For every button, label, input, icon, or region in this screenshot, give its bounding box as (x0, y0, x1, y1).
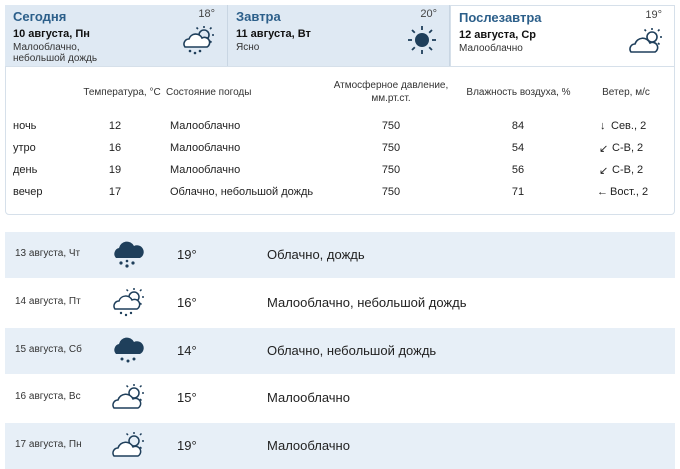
forecast-temp: 15° (177, 390, 197, 405)
forecast-desc: Малооблачно (267, 438, 350, 453)
wind-arrow-icon: ↓ (600, 120, 606, 132)
row-state: Малооблачно (170, 164, 241, 176)
header-temperature: Температура, °С (83, 87, 161, 98)
row-period: день (13, 164, 38, 176)
forecast-desc: Малооблачно (267, 390, 350, 405)
row-state: Облачно, небольшой дождь (170, 186, 314, 198)
forecast-date: 16 августа, Вс (15, 391, 81, 402)
forecast-row[interactable] (5, 328, 675, 374)
sun-cloud-rain-icon (179, 23, 219, 57)
tab-name: Сегодня (13, 9, 67, 24)
forecast-desc: Облачно, небольшой дождь (267, 343, 437, 358)
forecast-temp: 14° (177, 343, 197, 358)
forecast-desc: Облачно, дождь (267, 247, 365, 262)
sun-icon (405, 23, 439, 57)
sun-cloud-rain-icon (109, 284, 149, 320)
row-state: Малооблачно (170, 142, 241, 154)
tab-desc: Ясно (236, 42, 260, 53)
day-tabs (5, 5, 675, 67)
forecast-row[interactable] (5, 232, 675, 278)
row-wind: С-В, 2 (612, 142, 644, 154)
forecast-row[interactable] (5, 423, 675, 469)
tab-temp: 20° (420, 8, 437, 20)
row-pressure: 750 (381, 186, 401, 198)
row-period: ночь (13, 120, 37, 132)
tab-temp: 18° (198, 8, 215, 20)
forecast-date: 13 августа, Чт (15, 248, 81, 259)
row-temp: 16 (108, 142, 122, 154)
row-temp: 19 (108, 164, 122, 176)
forecast-date: 14 августа, Пт (15, 296, 81, 307)
forecast-desc: Малооблачно, небольшой дождь (267, 295, 467, 310)
row-period: утро (13, 142, 36, 154)
sun-cloud-icon (626, 24, 666, 58)
tab-temp: 19° (645, 9, 662, 21)
wind-arrow-icon: ↙ (599, 165, 609, 177)
tab-tomorrow[interactable] (228, 5, 450, 67)
day-detail-table (5, 66, 675, 215)
header-wind: Ветер, м/с (602, 87, 650, 98)
wind-arrow-icon: ↙ (599, 143, 609, 155)
row-state: Малооблачно (170, 120, 241, 132)
header-state: Состояние погоды (166, 87, 252, 98)
sun-cloud-icon (109, 379, 149, 415)
cloud-rain-icon (109, 236, 149, 272)
forecast-date: 17 августа, Пн (15, 439, 82, 450)
row-pressure: 750 (381, 164, 401, 176)
forecast-row[interactable] (5, 375, 675, 421)
row-humidity: 71 (511, 186, 525, 198)
header-humidity: Влажность воздуха, % (466, 87, 571, 98)
tab-name: Завтра (236, 9, 281, 24)
row-temp: 12 (108, 120, 122, 132)
row-humidity: 56 (511, 164, 525, 176)
tab-desc: Малооблачно, небольшой дождь (13, 42, 98, 64)
forecast-date: 15 августа, Сб (15, 344, 82, 355)
row-period: вечер (13, 186, 43, 198)
row-humidity: 54 (511, 142, 525, 154)
tab-date: 10 августа, Пн (13, 28, 90, 40)
row-humidity: 84 (511, 120, 525, 132)
row-pressure: 750 (381, 142, 401, 154)
row-pressure: 750 (381, 120, 401, 132)
row-wind: Вост., 2 (610, 186, 649, 198)
tab-day-after-tomorrow[interactable] (450, 5, 675, 69)
tab-date: 11 августа, Вт (236, 28, 311, 40)
sun-cloud-icon (109, 427, 149, 463)
forecast-row[interactable] (5, 280, 675, 326)
cloud-rain-icon (109, 332, 149, 368)
forecast-temp: 19° (177, 438, 197, 453)
tab-date: 12 августа, Ср (459, 29, 536, 41)
row-wind: Сев., 2 (611, 120, 647, 132)
header-pressure: Атмосферное давление, мм.рт.ст. (333, 80, 449, 104)
tab-desc: Малооблачно (459, 43, 523, 54)
forecast-temp: 19° (177, 247, 197, 262)
row-temp: 17 (108, 186, 122, 198)
tab-name: Послезавтра (459, 10, 542, 25)
forecast-temp: 16° (177, 295, 197, 310)
wind-arrow-icon: ← (597, 186, 608, 198)
tab-today[interactable] (5, 5, 228, 67)
row-wind: С-В, 2 (612, 164, 644, 176)
